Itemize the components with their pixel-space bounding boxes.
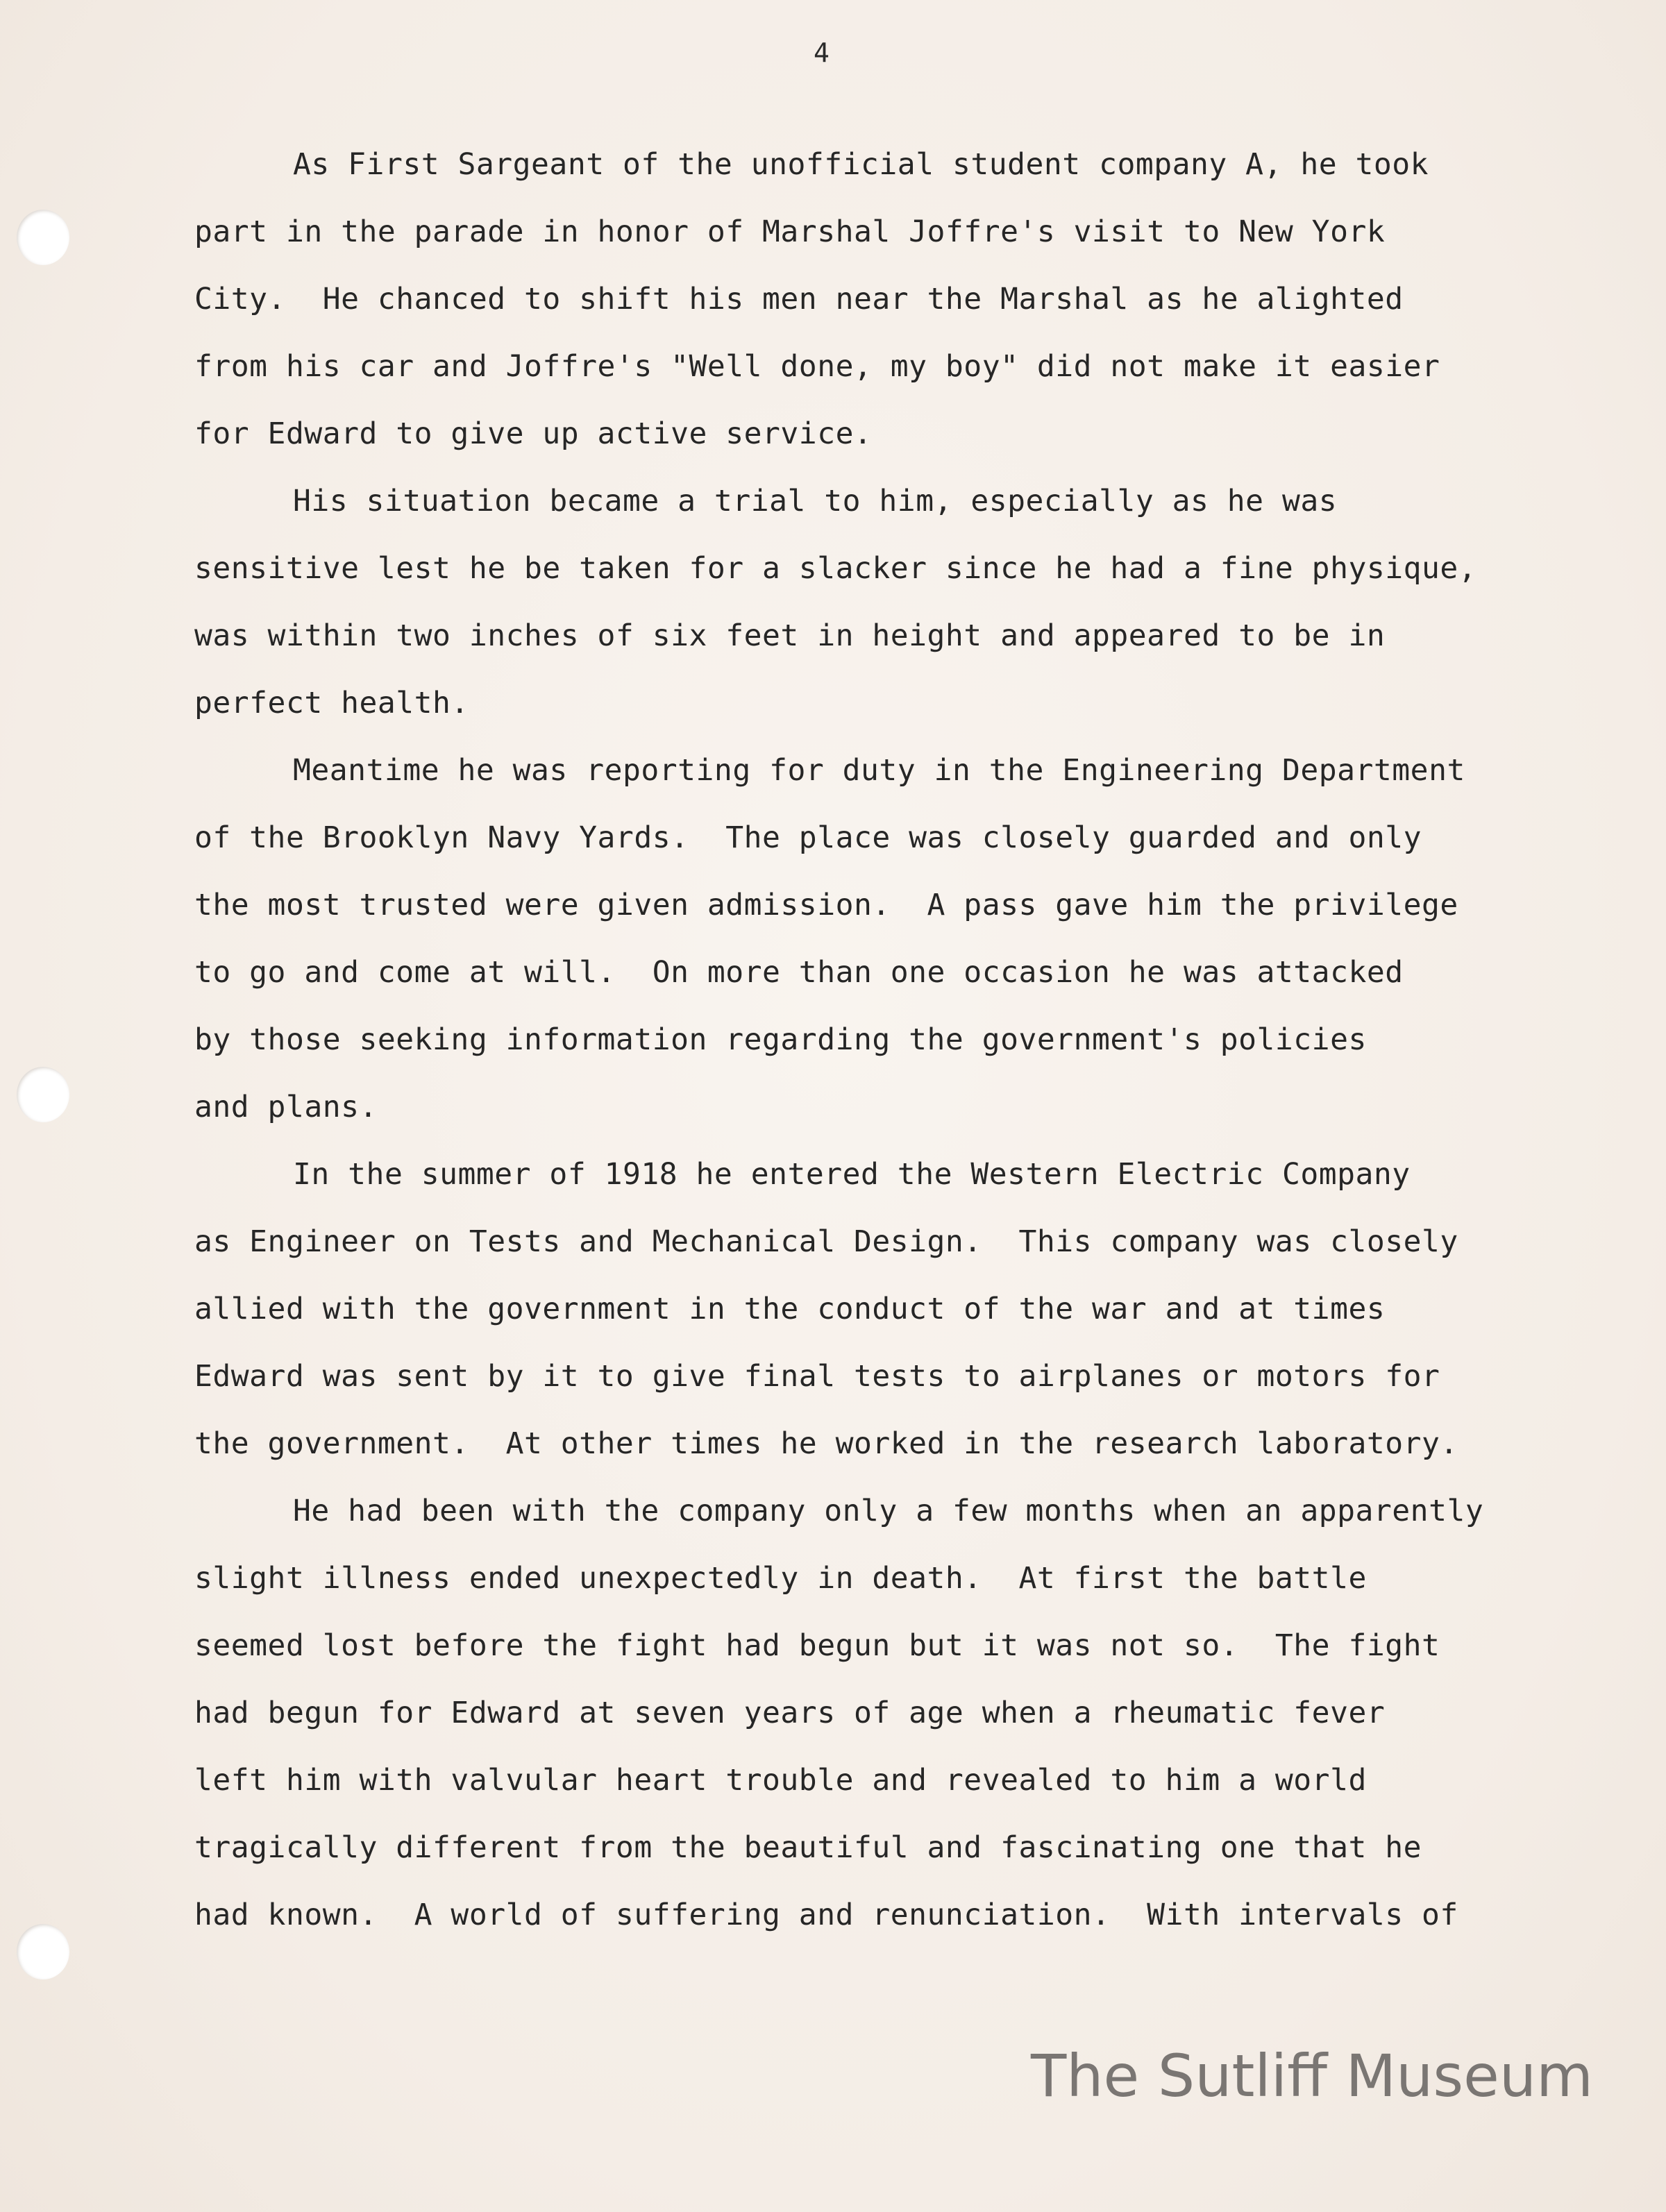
punch-hole [17,210,69,265]
text-line: part in the parade in honor of Marshal Joffre's visit to New York [194,214,1386,249]
text-line: from his car and Joffre's "Well done, my boy" did not make it easier [194,349,1440,384]
text-line: allied with the government in the conduct of the war and at times [194,1292,1386,1326]
text-line: of the Brooklyn Navy Yards. The place was closely guarded and only [194,820,1422,855]
text-line: Meantime he was reporting for duty in the Engineering Department [293,753,1465,788]
text-line: Edward was sent by it to give final tests to airplanes or motors for [194,1359,1440,1394]
text-line: slight illness ended unexpectedly in death. At first the battle [194,1561,1367,1596]
text-line: the government. At other times he worked in the research laboratory. [194,1426,1458,1461]
text-line: perfect health. [194,686,469,720]
text-line: and plans. [194,1090,378,1124]
text-line: the most trusted were given admission. A pass gave him the privilege [194,888,1458,922]
text-line: to go and come at will. On more than one occasion he was attacked [194,955,1404,990]
text-line: for Edward to give up active service. [194,416,873,451]
text-line: left him with valvular heart trouble and revealed to him a world [194,1763,1367,1798]
text-line: City. He chanced to shift his men near the Marshal as he alighted [194,282,1404,316]
text-line: He had been with the company only a few months when an apparently [293,1494,1484,1528]
body-text [194,142,1624,1960]
text-line: had known. A world of suffering and renunciation. With intervals of [194,1898,1458,1932]
text-line: had begun for Edward at seven years of age when a rheumatic fever [194,1696,1386,1730]
text-line: seemed lost before the fight had begun but it was not so. The fight [194,1628,1440,1663]
museum-watermark: The Sutliff Museum [1031,2042,1593,2110]
text-line: tragically different from the beautiful and fascinating one that he [194,1830,1422,1865]
text-line: as Engineer on Tests and Mechanical Design. This company was closely [194,1224,1458,1259]
punch-hole [17,1067,69,1122]
text-line: sensitive lest he be taken for a slacker since he had a fine physique, [194,551,1477,586]
text-line: by those seeking information regarding the government's policies [194,1022,1367,1057]
punch-hole [17,1924,69,1979]
text-line: As First Sargeant of the unofficial student company A, he took [293,147,1429,182]
text-line: His situation became a trial to him, especially as he was [293,484,1338,518]
text-line: was within two inches of six feet in height and appeared to be in [194,618,1386,653]
page-number: 4 [814,37,830,68]
text-line: In the summer of 1918 he entered the Western Electric Company [293,1157,1411,1192]
